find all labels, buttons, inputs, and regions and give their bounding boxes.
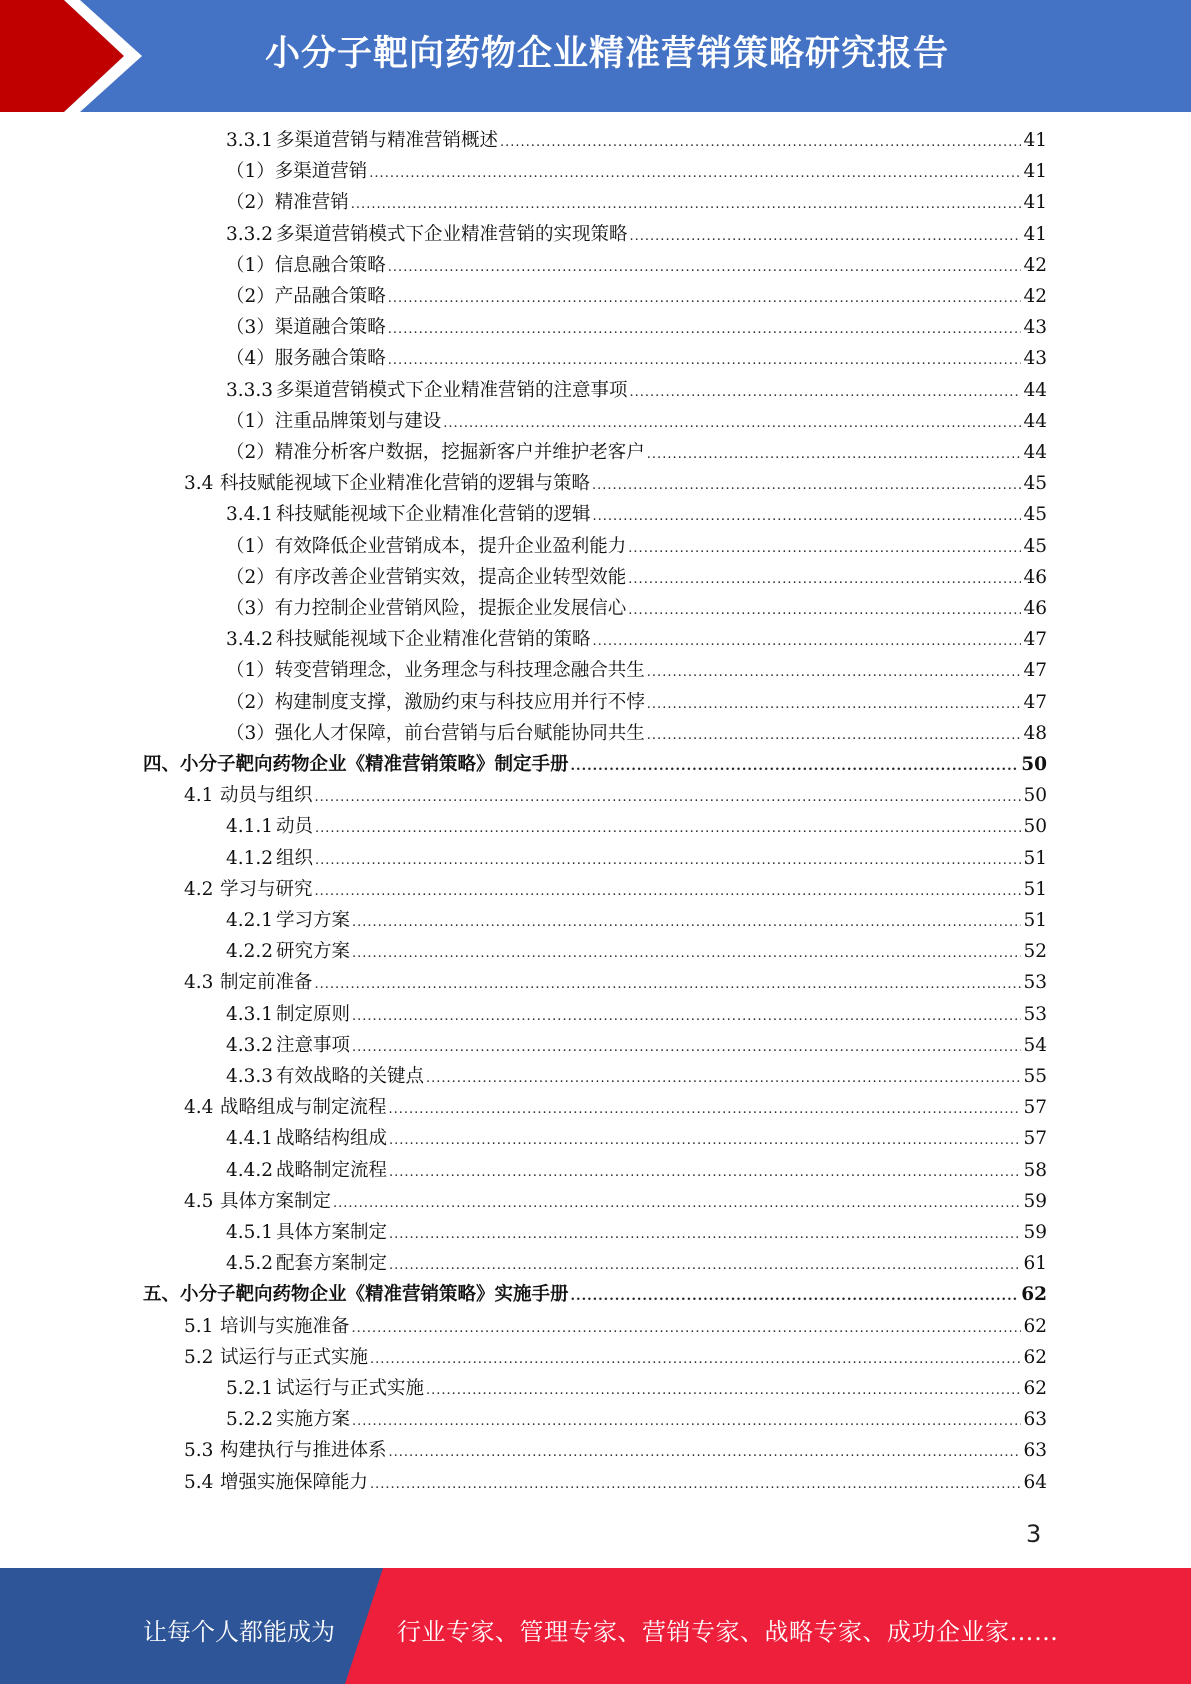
toc-dot-leader [370, 1346, 1021, 1374]
toc-entry-label: 科技赋能视域下企业精准化营销的策略 [276, 629, 591, 651]
toc-entry-number: （4） [226, 348, 275, 370]
toc-entry-number: （3） [226, 722, 275, 744]
toc-entry-page: 52 [1023, 941, 1047, 963]
toc-entry-label: 有效战略的关键点 [276, 1066, 425, 1087]
toc-entry-page: 41 [1023, 130, 1047, 151]
toc-entry-number: 4.1 [184, 785, 214, 807]
toc-dot-leader [315, 847, 1021, 875]
toc-entry-number: （3） [226, 317, 275, 339]
toc-entry-number: （2） [226, 192, 275, 214]
toc-entry-label: 精准营销 [274, 192, 349, 214]
toc-entry-number: 4.1.2 [226, 847, 274, 869]
toc-entry-page: 62 [1023, 1378, 1047, 1399]
toc-entry[interactable] [184, 1313, 1047, 1341]
toc-entry[interactable] [226, 1157, 1047, 1185]
toc-entry-page: 62 [1021, 1284, 1047, 1306]
toc-dot-leader [628, 566, 1021, 594]
toc-dot-leader [389, 1096, 1022, 1124]
toc-entry-page: 42 [1023, 254, 1047, 276]
toc-entry-number: 4.2 [184, 878, 214, 900]
toc-entry[interactable] [226, 1375, 1047, 1403]
toc-dot-leader [426, 1065, 1021, 1093]
toc-entry[interactable] [226, 314, 1047, 342]
toc-entry[interactable] [226, 1406, 1047, 1434]
toc-entry[interactable] [226, 626, 1047, 654]
toc-entry-number: 5.4 [184, 1471, 214, 1493]
toc-entry-page: 41 [1023, 161, 1047, 183]
toc-entry[interactable] [226, 845, 1047, 873]
toc-entry-page: 43 [1023, 317, 1047, 339]
toc-dot-leader [315, 815, 1021, 843]
toc-dot-leader [388, 285, 1022, 313]
toc-entry-label: 转变营销理念，业务理念与科技理念融合共生 [274, 660, 645, 682]
toc-dot-leader [351, 191, 1022, 219]
toc-entry-number: 五、 [143, 1284, 181, 1306]
toc-entry-number: 3.4.2 [226, 629, 274, 651]
toc-entry-number: （2） [226, 691, 275, 713]
toc-entry-page: 59 [1023, 1222, 1047, 1243]
toc-entry-label: 战略结构组成 [276, 1128, 388, 1150]
toc-entry-label: 战略组成与制定流程 [220, 1097, 387, 1119]
toc-entry-page: 62 [1023, 1315, 1047, 1337]
toc-entry[interactable] [226, 720, 1047, 748]
toc-dot-leader [352, 1003, 1021, 1031]
toc-entry-page: 45 [1023, 504, 1047, 526]
toc-entry-label: 信息融合策略 [274, 254, 386, 276]
toc-entry[interactable] [184, 876, 1047, 904]
toc-dot-leader [315, 878, 1022, 906]
toc-entry-label: 具体方案制定 [276, 1222, 388, 1243]
toc-entry-page: 50 [1021, 754, 1047, 775]
toc-entry-label: 培训与实施准备 [220, 1315, 350, 1337]
document-title: 小分子靶向药物企业精准营销策略研究报告 [265, 34, 950, 74]
toc-entry-label: 学习方案 [276, 910, 351, 931]
toc-entry-number: 四、 [143, 754, 181, 775]
toc-entry-page: 44 [1023, 410, 1047, 432]
toc-dot-leader [628, 597, 1021, 625]
toc-entry-page: 63 [1023, 1440, 1047, 1462]
toc-dot-leader [630, 223, 1022, 251]
toc-entry-number: 4.3 [184, 972, 214, 994]
toc-entry[interactable] [226, 689, 1047, 717]
toc-entry-label: 组织 [276, 847, 314, 869]
toc-entry-label: 具体方案制定 [220, 1190, 332, 1212]
toc-entry[interactable] [226, 408, 1047, 436]
toc-entry[interactable] [226, 1125, 1047, 1153]
toc-entry-page: 51 [1023, 847, 1047, 869]
toc-dot-leader [388, 316, 1022, 344]
toc-entry-page: 51 [1023, 910, 1047, 931]
toc-entry[interactable] [184, 1437, 1047, 1465]
toc-dot-leader [500, 129, 1021, 157]
toc-entry-label: 渠道融合策略 [274, 317, 386, 339]
toc-entry-label: 精准分析客户数据，挖掘新客户并维护老客户 [274, 442, 645, 463]
toc-entry-label: 多渠道营销 [274, 161, 368, 183]
toc-entry-label: 多渠道营销模式下企业精准营销的注意事项 [276, 379, 628, 401]
toc-entry-page: 41 [1023, 192, 1047, 214]
toc-entry-number: 4.5.2 [226, 1253, 274, 1275]
toc-dot-leader [592, 472, 1021, 500]
toc-dot-leader [352, 1034, 1021, 1062]
toc-entry-page: 55 [1023, 1066, 1047, 1087]
toc-entry-label: 科技赋能视域下企业精准化营销的逻辑 [276, 504, 591, 526]
toc-entry-number: （2） [226, 566, 275, 588]
toc-dot-leader [571, 753, 1020, 781]
toc-entry-page: 62 [1023, 1346, 1047, 1368]
toc-entry-page: 44 [1023, 442, 1047, 463]
toc-entry[interactable] [226, 533, 1047, 561]
toc-entry-page: 41 [1023, 223, 1047, 245]
toc-entry-page: 51 [1023, 878, 1047, 900]
toc-entry-label: 小分子靶向药物企业《精准营销策略》实施手册 [180, 1284, 569, 1306]
toc-entry-number: （1） [226, 535, 275, 557]
toc-entry-number: 5.2.1 [226, 1378, 274, 1399]
toc-entry-label: 强化人才保障，前台营销与后台赋能协同共生 [274, 722, 645, 744]
toc-entry-number: 3.4 [184, 473, 214, 495]
page-header [0, 0, 1191, 112]
toc-entry-number: 4.4.2 [226, 1159, 274, 1181]
toc-entry-label: 动员与组织 [220, 785, 313, 807]
toc-entry-number: （1） [226, 161, 275, 183]
toc-entry-number: 4.1.1 [226, 816, 274, 838]
toc-dot-leader [352, 1408, 1021, 1436]
toc-entry[interactable] [226, 907, 1047, 935]
toc-entry-label: 试运行与正式实施 [220, 1346, 369, 1368]
page-number: 3 [1026, 1520, 1042, 1548]
toc-dot-leader [389, 1252, 1021, 1280]
toc-entry[interactable] [226, 1001, 1047, 1029]
toc-dot-leader [389, 1159, 1021, 1187]
toc-entry-page: 47 [1023, 691, 1047, 713]
toc-entry[interactable] [184, 1188, 1047, 1216]
toc-entry-page: 45 [1023, 535, 1047, 557]
toc-dot-leader [369, 160, 1021, 188]
toc-dot-leader [628, 535, 1021, 563]
toc-entry-number: （3） [226, 598, 275, 619]
toc-dot-leader [630, 379, 1022, 407]
toc-dot-leader [333, 1190, 1021, 1218]
toc-entry-number: 4.3.3 [226, 1066, 274, 1087]
toc-entry-page: 44 [1023, 379, 1047, 401]
toc-entry-label: 产品融合策略 [274, 286, 386, 307]
toc-entry-label: 学习与研究 [220, 878, 313, 900]
toc-entry-number: （1） [226, 660, 275, 682]
toc-entry-label: 有序改善企业营销实效，提高企业转型效能 [274, 566, 627, 588]
toc-entry-label: 试运行与正式实施 [276, 1378, 425, 1399]
toc-entry-page: 58 [1023, 1159, 1047, 1181]
toc-entry-label: 制定前准备 [220, 972, 313, 994]
toc-entry[interactable] [226, 127, 1047, 155]
toc-entry[interactable] [226, 345, 1047, 373]
toc-entry-page: 47 [1023, 660, 1047, 682]
toc-entry-number: 4.2.1 [226, 910, 274, 931]
toc-dot-leader [647, 691, 1022, 719]
toc-entry-number: 5.1 [184, 1315, 214, 1337]
toc-entry[interactable] [226, 813, 1047, 841]
toc-entry-label: 服务融合策略 [274, 348, 386, 370]
toc-entry[interactable] [226, 1250, 1047, 1278]
toc-entry-label: 动员 [276, 816, 314, 838]
toc-entry-page: 57 [1023, 1128, 1047, 1150]
toc-entry-page: 50 [1023, 816, 1047, 838]
page-footer [0, 1568, 1191, 1684]
toc-entry-label: 多渠道营销模式下企业精准营销的实现策略 [276, 223, 628, 245]
toc-entry-number: （2） [226, 286, 275, 307]
footer-slogan-left: 让每个人都能成为 [143, 1618, 335, 1646]
toc-dot-leader [315, 971, 1022, 999]
toc-entry[interactable] [226, 252, 1047, 280]
toc-entry[interactable] [226, 377, 1047, 405]
toc-entry[interactable] [226, 221, 1047, 249]
toc-entry-number: 4.4.1 [226, 1128, 274, 1150]
toc-entry-page: 53 [1023, 1003, 1047, 1025]
toc-entry-page: 43 [1023, 348, 1047, 370]
toc-entry[interactable] [226, 1219, 1047, 1247]
toc-dot-leader [571, 1283, 1020, 1311]
header-chevron-icon [0, 0, 160, 112]
toc-entry[interactable] [226, 1063, 1047, 1091]
toc-entry-number: 5.3 [184, 1440, 214, 1462]
toc-entry-number: 4.3.1 [226, 1003, 274, 1025]
toc-entry[interactable] [184, 1094, 1047, 1122]
toc-entry-page: 61 [1023, 1253, 1047, 1275]
toc-entry-number: 5.2.2 [226, 1409, 274, 1431]
toc-entry[interactable] [226, 501, 1047, 529]
toc-entry-number: 4.5 [184, 1190, 214, 1212]
toc-dot-leader [352, 909, 1021, 937]
toc-entry[interactable] [184, 1469, 1047, 1497]
toc-entry-number: （1） [226, 410, 275, 432]
toc-entry-number: （2） [226, 442, 275, 463]
toc-entry-page: 50 [1023, 785, 1047, 807]
toc-entry-label: 有效降低企业营销成本，提升企业盈利能力 [274, 535, 627, 557]
toc-dot-leader [443, 410, 1021, 438]
toc-entry-page: 48 [1023, 722, 1047, 744]
toc-entry[interactable] [184, 782, 1047, 810]
toc-dot-leader [352, 940, 1021, 968]
toc-entry-page: 42 [1023, 286, 1047, 307]
toc-dot-leader [389, 1127, 1021, 1155]
toc-dot-leader [389, 1439, 1022, 1467]
toc-entry[interactable] [226, 595, 1047, 623]
toc-entry-number: 4.4 [184, 1097, 214, 1119]
toc-entry[interactable] [226, 283, 1047, 311]
toc-entry-label: 注意事项 [276, 1034, 351, 1056]
toc-entry[interactable] [226, 938, 1047, 966]
toc-entry[interactable] [184, 470, 1047, 498]
toc-entry-number: 3.3.1 [226, 130, 274, 151]
toc-dot-leader [647, 441, 1022, 469]
toc-entry-label: 小分子靶向药物企业《精准营销策略》制定手册 [180, 754, 569, 775]
toc-entry[interactable] [143, 1281, 1047, 1309]
toc-entry[interactable] [184, 1344, 1047, 1372]
toc-entry-number: 3.4.1 [226, 504, 274, 526]
toc-entry-label: 注重品牌策划与建设 [274, 410, 442, 432]
toc-entry-label: 配套方案制定 [276, 1253, 388, 1275]
toc-entry-page: 54 [1023, 1034, 1047, 1056]
toc-entry[interactable] [143, 751, 1047, 779]
footer-slogan-right: 行业专家、管理专家、营销专家、战略专家、成功企业家…… [397, 1618, 1059, 1646]
toc-entry-page: 57 [1023, 1097, 1047, 1119]
toc-entry-label: 增强实施保障能力 [220, 1471, 369, 1493]
toc-dot-leader [388, 347, 1022, 375]
toc-entry-label: 有力控制企业营销风险，提振企业发展信心 [274, 598, 627, 619]
toc-entry-label: 研究方案 [276, 941, 351, 963]
toc-entry-page: 46 [1023, 566, 1047, 588]
toc-dot-leader [315, 784, 1022, 812]
toc-entry[interactable] [226, 189, 1047, 217]
toc-entry-number: 4.5.1 [226, 1222, 274, 1243]
toc-entry-label: 多渠道营销与精准营销概述 [276, 130, 499, 151]
toc-entry-page: 46 [1023, 598, 1047, 619]
toc-entry[interactable] [226, 158, 1047, 186]
toc-entry[interactable] [226, 1032, 1047, 1060]
toc-entry-page: 63 [1023, 1409, 1047, 1431]
toc-entry[interactable] [184, 969, 1047, 997]
toc-entry-page: 64 [1023, 1471, 1047, 1493]
toc-entry-number: 4.3.2 [226, 1034, 274, 1056]
toc-entry-label: 实施方案 [276, 1409, 351, 1431]
toc-dot-leader [593, 503, 1022, 531]
toc-entry-page: 59 [1023, 1190, 1047, 1212]
toc-dot-leader [352, 1315, 1022, 1343]
toc-entry-number: 3.3.3 [226, 379, 274, 401]
toc-dot-leader [426, 1377, 1021, 1405]
toc-dot-leader [647, 722, 1022, 750]
toc-dot-leader [388, 254, 1022, 282]
toc-dot-leader [593, 628, 1022, 656]
toc-entry[interactable] [226, 657, 1047, 685]
toc-entry-label: 构建制度支撑，激励约束与科技应用并行不悖 [274, 691, 645, 713]
toc-entry-number: 5.2 [184, 1346, 214, 1368]
toc-entry-page: 45 [1023, 473, 1047, 495]
toc-entry[interactable] [226, 439, 1047, 467]
toc-entry-number: 4.2.2 [226, 941, 274, 963]
toc-entry-number: （1） [226, 254, 275, 276]
toc-entry-page: 47 [1023, 629, 1047, 651]
toc-entry-page: 53 [1023, 972, 1047, 994]
toc-entry-label: 制定原则 [276, 1003, 351, 1025]
toc-dot-leader [389, 1221, 1021, 1249]
toc-entry-label: 战略制定流程 [276, 1159, 388, 1181]
toc-entry-label: 构建执行与推进体系 [220, 1440, 387, 1462]
toc-entry-label: 科技赋能视域下企业精准化营销的逻辑与策略 [220, 473, 591, 495]
toc-entry-number: 3.3.2 [226, 223, 274, 245]
toc-dot-leader [370, 1471, 1021, 1499]
toc-entry[interactable] [226, 564, 1047, 592]
toc-dot-leader [647, 659, 1022, 687]
